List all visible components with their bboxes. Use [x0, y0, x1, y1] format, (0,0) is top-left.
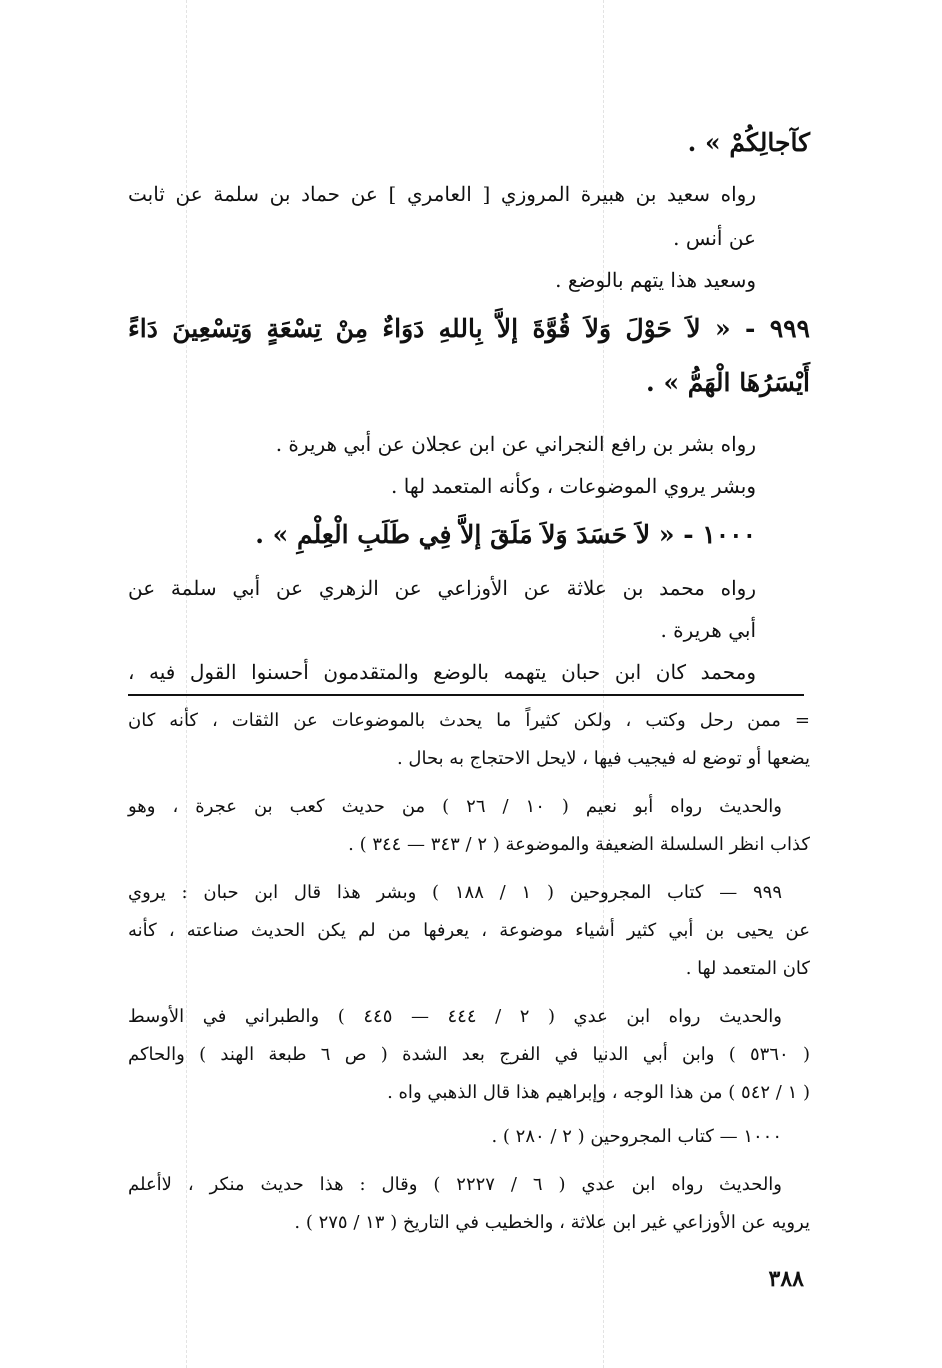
footnote-line: يرويه عن الأوزاعي غير ابن علاثة ، والخطيب في التاريخ ( ١٣ / ٢٧٥ ) .	[294, 1212, 810, 1233]
commentary-line: وسعيد هذا يتهم بالوضع .	[555, 268, 756, 292]
hadith-ending-line: كآجالِكُمْ » .	[687, 128, 810, 157]
page-number: ٣٨٨	[768, 1266, 804, 1292]
narration-line: رواه محمد بن علاثة عن الأوزاعي عن الزهري عن أبي سلمة عن	[128, 576, 756, 600]
footnote-1000-line: ١٠٠٠ — كتاب المجروحين ( ٢ / ٢٨٠ ) .	[491, 1126, 782, 1147]
footnote-line: يضعها أو توضع له فيجيب فيها ، لايحل الاحتجاج به بحال .	[396, 748, 810, 769]
footnote-line: والحديث رواه ابن عدي ( ٦ / ٢٢٢٧ ) وقال : هذا حديث منكر ، لاأعلم	[128, 1174, 782, 1195]
footnote-line: والحديث رواه أبو نعيم ( ١٠ / ٢٦ ) من حديث كعب بن عجرة ، وهو	[128, 796, 782, 817]
footnote-line: ( ٥٣٦٠ ) وابن أبي الدنيا في الفرج بعد الشدة ( ص ٦ طبعة الهند ) والحاكم	[128, 1044, 810, 1065]
narration-line: عن أنس .	[673, 226, 756, 250]
narration-line: رواه بشر بن رافع النجراني عن ابن عجلان عن أبي هريرة .	[275, 432, 756, 456]
footnote-line: والحديث رواه ابن عدي ( ٢ / ٤٤٤ — ٤٤٥ ) والطبراني في الأوسط	[128, 1006, 782, 1027]
narration-line: رواه سعيد بن هبيرة المروزي [ العامري ] عن حماد بن سلمة عن ثابت	[128, 182, 756, 206]
footnote-divider	[128, 694, 804, 696]
footnote-line: = ممن رحل وكتب ، ولكن كثيراً ما يحدث بالموضوعات عن الثقات ، كأنه كان	[128, 710, 810, 731]
hadith-999-heading: ٩٩٩ - « لاَ حَوْلَ وَلاَ قُوَّةَ إلاَّ بِاللهِ دَوَاءٌ مِنْ تِسْعَةٍ وَتِسْعِينَ دَاءً	[128, 314, 810, 343]
footnote-line: عن يحيى بن أبي كثير أشياء موضوعة ، يعرفها من لم يكن الحديث صناعته ، كأنه	[128, 920, 810, 941]
commentary-line: ومحمد كان ابن حبان يتهمه بالوضع والمتقدمون أحسنوا القول فيه ،	[128, 660, 756, 684]
narration-line: أبي هريرة .	[660, 618, 756, 642]
footnote-line: كذاب انظر السلسلة الضعيفة والموضوعة ( ٢ / ٣٤٣ — ٣٤٤ ) .	[348, 834, 810, 855]
footnote-line: ( ١ / ٥٤٢ ) من هذا الوجه ، وإبراهيم هذا قال الذهبي واه .	[387, 1082, 810, 1103]
hadith-999-heading-continued: أَيْسَرُهَا الْهَمُّ » .	[646, 368, 810, 397]
footnote-line: كان المتعمد لها .	[685, 958, 810, 979]
commentary-line: وبشر يروي الموضوعات ، وكأنه المتعمد لها .	[391, 474, 756, 498]
hadith-1000-heading: ١٠٠٠ - « لاَ حَسَدَ وَلاَ مَلَقَ إلاَّ فِي طَلَبِ الْعِلْمِ » .	[255, 520, 756, 549]
footnote-999-line: ٩٩٩ — كتاب المجروحين ( ١ / ١٨٨ ) وبشر هذا قال ابن حبان : يروي	[128, 882, 782, 903]
